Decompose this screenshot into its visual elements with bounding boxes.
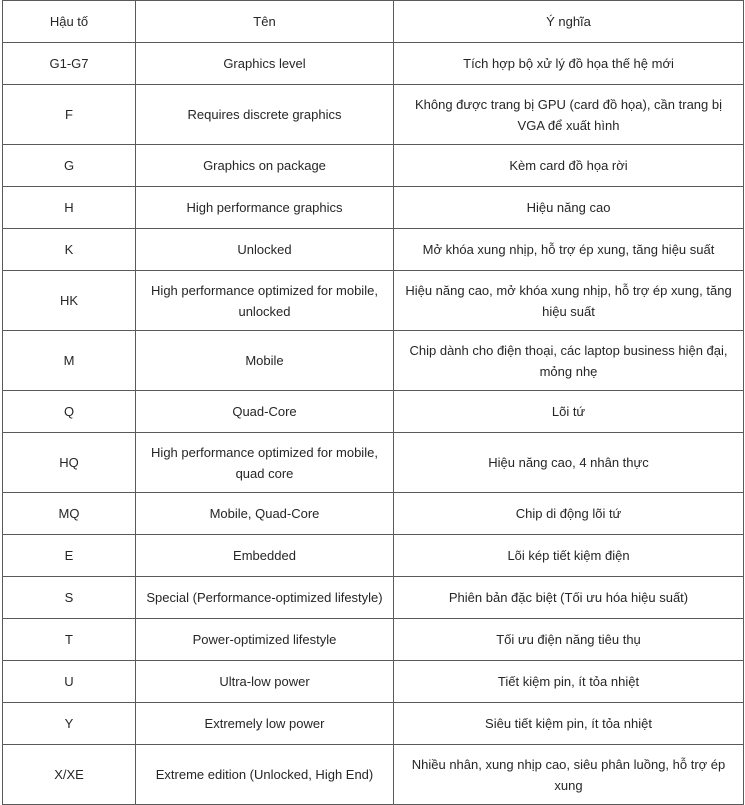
cell-suffix: S <box>3 577 136 619</box>
cell-suffix: MQ <box>3 493 136 535</box>
cell-suffix: K <box>3 229 136 271</box>
table-row <box>3 619 744 661</box>
cell-meaning: Chip dành cho điện thoại, các laptop business hiện đại, mỏng nhẹ <box>394 331 744 391</box>
cell-meaning: Mở khóa xung nhịp, hỗ trợ ép xung, tăng hiệu suất <box>394 229 744 271</box>
cell-name: Requires discrete graphics <box>136 85 394 145</box>
cell-meaning: Lõi tứ <box>394 391 744 433</box>
cell-name: High performance graphics <box>136 187 394 229</box>
cell-meaning: Hiệu năng cao, mở khóa xung nhịp, hỗ trợ ép xung, tăng hiệu suất <box>394 271 744 331</box>
cell-suffix: F <box>3 85 136 145</box>
cell-meaning: Phiên bản đặc biệt (Tối ưu hóa hiệu suất) <box>394 577 744 619</box>
cell-meaning: Lõi kép tiết kiệm điện <box>394 535 744 577</box>
cell-suffix: T <box>3 619 136 661</box>
cell-meaning: Tiết kiệm pin, ít tỏa nhiệt <box>394 661 744 703</box>
cell-name: Unlocked <box>136 229 394 271</box>
cell-suffix: Q <box>3 391 136 433</box>
cell-suffix: G <box>3 145 136 187</box>
table-row <box>3 703 744 745</box>
table-row <box>3 433 744 493</box>
cell-meaning: Hiệu năng cao <box>394 187 744 229</box>
header-suffix: Hậu tố <box>3 1 136 43</box>
cell-meaning: Tối ưu điện năng tiêu thụ <box>394 619 744 661</box>
cell-name: Ultra-low power <box>136 661 394 703</box>
table-row <box>3 85 744 145</box>
cell-name: High performance optimized for mobile, unlocked <box>136 271 394 331</box>
cell-suffix: E <box>3 535 136 577</box>
cell-name: Extremely low power <box>136 703 394 745</box>
table-row <box>3 271 744 331</box>
table-row <box>3 187 744 229</box>
table-row <box>3 535 744 577</box>
cell-meaning: Kèm card đồ họa rời <box>394 145 744 187</box>
cell-suffix: HQ <box>3 433 136 493</box>
header-name: Tên <box>136 1 394 43</box>
cell-name: High performance optimized for mobile, quad core <box>136 433 394 493</box>
table-row <box>3 745 744 805</box>
table-header-row <box>3 1 744 43</box>
suffix-table-container <box>2 0 743 805</box>
cell-name: Graphics level <box>136 43 394 85</box>
cell-name: Power-optimized lifestyle <box>136 619 394 661</box>
cell-meaning: Tích hợp bộ xử lý đồ họa thế hệ mới <box>394 43 744 85</box>
cell-suffix: X/XE <box>3 745 136 805</box>
cell-suffix: H <box>3 187 136 229</box>
cell-suffix: G1-G7 <box>3 43 136 85</box>
cell-name: Quad-Core <box>136 391 394 433</box>
table-row <box>3 391 744 433</box>
header-meaning: Ý nghĩa <box>394 1 744 43</box>
table-row <box>3 331 744 391</box>
suffix-table <box>2 0 744 805</box>
cell-meaning: Siêu tiết kiệm pin, ít tỏa nhiệt <box>394 703 744 745</box>
cell-name: Extreme edition (Unlocked, High End) <box>136 745 394 805</box>
table-row <box>3 577 744 619</box>
cell-suffix: Y <box>3 703 136 745</box>
cell-name: Mobile, Quad-Core <box>136 493 394 535</box>
cell-name: Embedded <box>136 535 394 577</box>
cell-name: Special (Performance-optimized lifestyle) <box>136 577 394 619</box>
cell-meaning: Không được trang bị GPU (card đồ họa), cần trang bị VGA để xuất hình <box>394 85 744 145</box>
table-row <box>3 229 744 271</box>
cell-suffix: U <box>3 661 136 703</box>
table-row <box>3 145 744 187</box>
cell-meaning: Hiệu năng cao, 4 nhân thực <box>394 433 744 493</box>
table-row <box>3 661 744 703</box>
cell-suffix: HK <box>3 271 136 331</box>
table-row <box>3 43 744 85</box>
cell-name: Mobile <box>136 331 394 391</box>
cell-suffix: M <box>3 331 136 391</box>
cell-meaning: Nhiều nhân, xung nhịp cao, siêu phân luồng, hỗ trợ ép xung <box>394 745 744 805</box>
cell-meaning: Chip di động lõi tứ <box>394 493 744 535</box>
cell-name: Graphics on package <box>136 145 394 187</box>
table-row <box>3 493 744 535</box>
